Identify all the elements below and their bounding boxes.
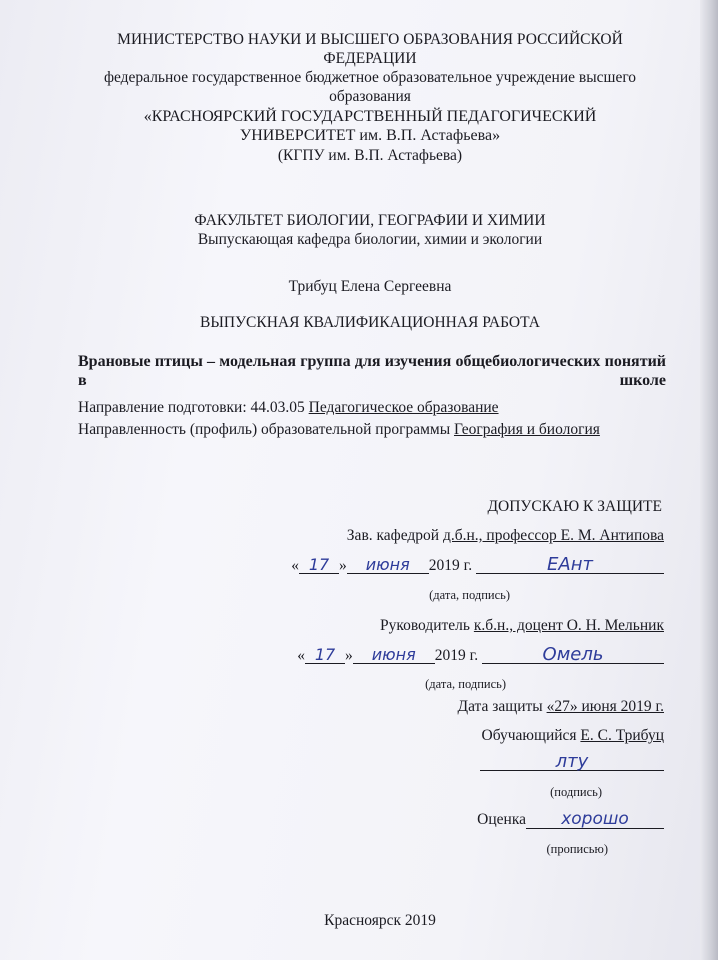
- grade-caption: (прописью): [546, 842, 608, 856]
- student-signature: лту: [555, 751, 589, 772]
- work-type: ВЫПУСКНАЯ КВАЛИФИКАЦИОННАЯ РАБОТА: [200, 314, 540, 331]
- head-signature: ЕАнт: [547, 554, 593, 575]
- institution-type: федеральное государственное бюджетное образовательное учреждение высшего образования: [103, 69, 637, 105]
- sup-month: июня: [371, 645, 416, 664]
- supervisor-date-caption: (дата, подпись): [425, 677, 506, 691]
- student-value: Е. С. Трибуц: [580, 727, 664, 744]
- head-line: [347, 526, 664, 545]
- student-signature-caption: (подпись): [550, 785, 602, 799]
- supervisor-line: [380, 616, 664, 635]
- profile-line: [78, 420, 666, 439]
- sup-signature: Омель: [542, 644, 604, 665]
- supervisor-date-line: « 17 » июня 2019 г. Омель: [297, 645, 664, 665]
- page-binding-shadow: [700, 0, 718, 960]
- head-date-line: « 17 » июня 2019 г. ЕАнт: [291, 555, 664, 575]
- sup-year: 2019 г.: [434, 647, 479, 664]
- head-label: Зав. кафедрой: [346, 527, 440, 544]
- head-year: 2019 г.: [428, 557, 473, 574]
- approval-heading: ДОПУСКАЮ К ЗАЩИТЕ: [487, 498, 662, 515]
- direction-value: Педагогическое образование: [308, 399, 499, 416]
- defense-line: [458, 697, 665, 716]
- student-signature-line: [480, 752, 664, 772]
- faculty-name: ФАКУЛЬТЕТ БИОЛОГИИ, ГЕОГРАФИИ И ХИМИИ: [194, 212, 546, 229]
- university-name: «КРАСНОЯРСКИЙ ГОСУДАРСТВЕННЫЙ ПЕДАГОГИЧЕСКИЙ УНИВЕРСИТЕТ им. В.П. Астафьева»: [143, 108, 597, 144]
- supervisor-label: Руководитель: [379, 617, 470, 634]
- defense-value: «27» июня 2019 г.: [546, 698, 664, 715]
- author-name: Трибуц Елена Сергеевна: [288, 278, 452, 295]
- direction-label: Направление подготовки: 44.03.05: [78, 399, 305, 416]
- city-year: Красноярск 2019: [324, 912, 436, 929]
- student-line: [482, 726, 664, 745]
- thesis-title: Врановые птицы – модельная группа для изучения общебиологических понятий в школе: [78, 353, 666, 389]
- university-abbr: (КГПУ им. В.П. Астафьева): [277, 147, 463, 164]
- profile-label: Направленность (профиль) образовательной программы: [78, 421, 451, 438]
- head-day: 17: [308, 555, 330, 574]
- direction-line: [78, 398, 666, 417]
- supervisor-value: к.б.н., доцент О. Н. Мельник: [473, 617, 664, 634]
- head-value: д.б.н., профессор Е. М. Антипова: [442, 527, 664, 544]
- head-month: июня: [365, 555, 410, 574]
- grade-line: [477, 810, 664, 829]
- student-label: Обучающийся: [481, 727, 577, 744]
- grade-label: Оценка: [477, 811, 526, 828]
- defense-label: Дата защиты: [457, 698, 543, 715]
- head-date-caption: (дата, подпись): [429, 588, 510, 602]
- grade-value: хорошо: [561, 809, 629, 829]
- profile-value: География и биология: [453, 421, 600, 438]
- department-name: Выпускающая кафедра биологии, химии и экологии: [197, 231, 543, 248]
- ministry-name: МИНИСТЕРСТВО НАУКИ И ВЫСШЕГО ОБРАЗОВАНИЯ РОССИЙСКОЙ ФЕДЕРАЦИИ: [117, 31, 623, 67]
- sup-day: 17: [314, 645, 336, 664]
